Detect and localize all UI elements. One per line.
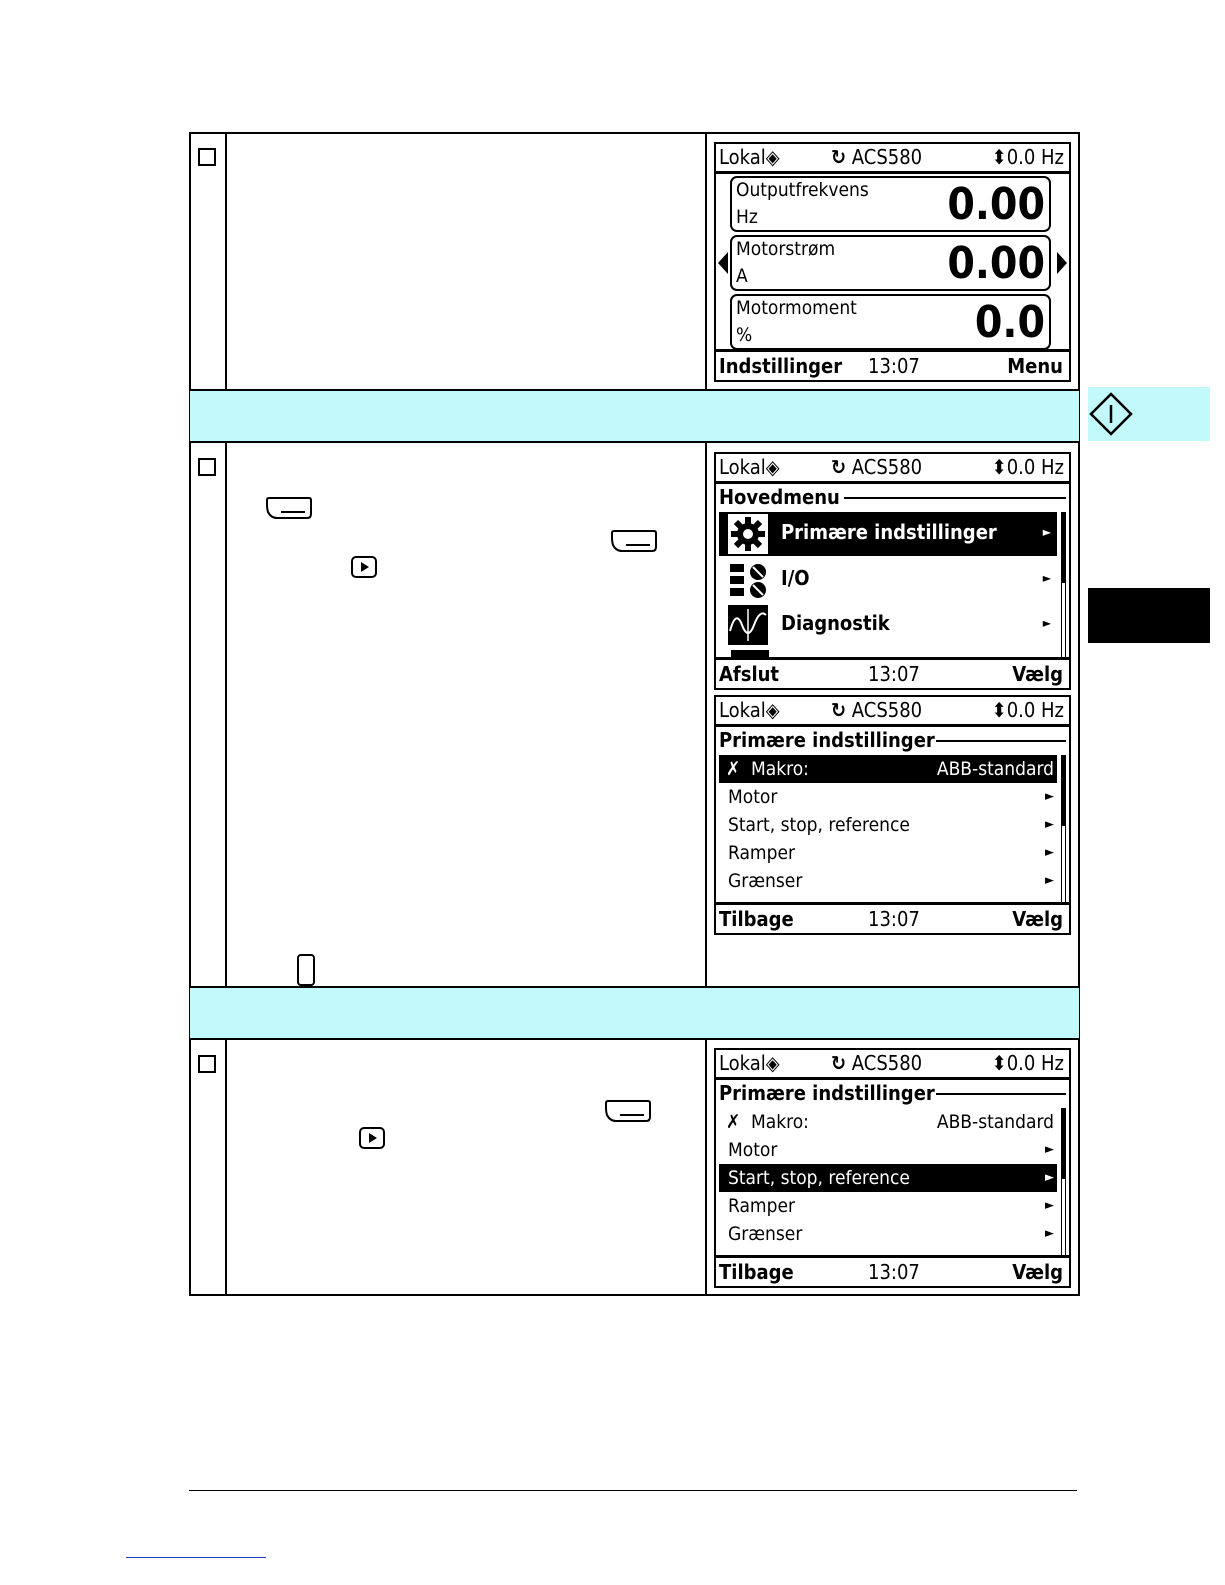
- panel-screen-primary-settings: [714, 695, 1071, 935]
- scrollbar[interactable]: [1061, 755, 1066, 905]
- signal-value: 0.00: [947, 238, 1045, 289]
- side-tab-section: [1088, 588, 1210, 643]
- table-divider: [225, 1039, 227, 1296]
- panel-screen-home: [714, 142, 1071, 382]
- submenu-arrow-icon: ►: [1042, 525, 1051, 539]
- menu-item-label: Start, stop, reference: [728, 814, 910, 836]
- softkey-bar: [716, 902, 1069, 933]
- submenu-arrow-icon: ►: [1045, 1226, 1054, 1241]
- table-divider: [189, 389, 1080, 391]
- control-location: Lokal◈: [719, 1051, 780, 1075]
- status-bar: [716, 454, 1069, 484]
- submenu-arrow-icon: ►: [1045, 1198, 1054, 1213]
- step-checkbox[interactable]: [198, 1055, 216, 1073]
- reference-value: ⬍0.0 Hz: [991, 145, 1064, 169]
- loc-diamond-icon: ◈: [765, 1051, 780, 1075]
- table-divider: [189, 986, 1080, 988]
- menu-item-label: Start, stop, reference: [728, 1167, 910, 1189]
- submenu-arrow-icon: ►: [1045, 845, 1054, 860]
- softkey-icon: [265, 496, 313, 520]
- title-rule: [844, 497, 1066, 499]
- rotation-icon: ↻: [831, 145, 847, 169]
- signal-value: 0.0: [974, 297, 1045, 348]
- submenu-arrow-icon: ►: [1042, 571, 1051, 585]
- reference-value: ⬍0.0 Hz: [991, 698, 1064, 722]
- scrollbar-thumb[interactable]: [1061, 513, 1066, 583]
- right-arrow-icon: [1056, 251, 1068, 275]
- left-softkey-label[interactable]: Tilbage: [719, 907, 794, 931]
- rotation-icon: ↻: [831, 455, 847, 479]
- menu-item-label: Ramper: [728, 1195, 795, 1217]
- softkey-bar: [716, 349, 1069, 380]
- scrollbar-thumb[interactable]: [1061, 756, 1066, 826]
- scrollbar[interactable]: [1061, 512, 1066, 660]
- menu-item-label: Motor: [728, 786, 778, 808]
- menu-item-macro[interactable]: [719, 755, 1057, 783]
- arrow-right-key-icon: [358, 1126, 386, 1150]
- loc-diamond-icon: ◈: [765, 455, 780, 479]
- softkey-bar: [716, 1255, 1069, 1286]
- menu-item-label: I/O: [781, 566, 810, 590]
- clock: 13:07: [868, 1260, 920, 1284]
- rotation-icon: ↻: [831, 698, 847, 722]
- table-divider: [189, 441, 1080, 443]
- submenu-arrow-icon: ►: [1045, 1170, 1054, 1185]
- section-band: [190, 390, 1079, 442]
- control-location: Lokal◈: [719, 455, 780, 479]
- softkey-bar: [716, 657, 1069, 688]
- submenu-arrow-icon: ►: [1045, 789, 1054, 804]
- device-name: ↻ ACS580: [831, 145, 923, 169]
- left-softkey-label[interactable]: Afslut: [719, 662, 780, 686]
- right-softkey-label[interactable]: Vælg: [1012, 662, 1063, 686]
- submenu-arrow-icon: ►: [1045, 1142, 1054, 1157]
- menu-item-primary-settings[interactable]: [719, 512, 1057, 556]
- gear-icon: [728, 514, 768, 554]
- rotation-icon: ↻: [831, 1051, 847, 1075]
- submenu-arrow-icon: ►: [1045, 873, 1054, 888]
- menu-item-label: Diagnostik: [781, 611, 890, 635]
- loc-diamond-icon: ◈: [765, 698, 780, 722]
- table-divider: [705, 442, 707, 987]
- panel-screen-primary-settings-2: [714, 1048, 1071, 1288]
- title-rule: [936, 1093, 1066, 1095]
- menu-item-label: Ramper: [728, 842, 795, 864]
- table-divider: [189, 1038, 1080, 1040]
- loc-diamond-icon: ◈: [765, 145, 780, 169]
- menu-item-macro[interactable]: [719, 1108, 1057, 1136]
- device-name: ↻ ACS580: [831, 1051, 923, 1075]
- menu-item-label: Motor: [728, 1139, 778, 1161]
- signal-unit: A: [736, 265, 748, 287]
- menu-item-label: Grænser: [728, 870, 803, 892]
- device-name: ↻ ACS580: [831, 455, 923, 479]
- io-icon: [728, 560, 768, 600]
- signal-name: Motormoment: [736, 297, 857, 319]
- signal-name: Outputfrekvens: [736, 179, 869, 201]
- arrow-right-key-icon: [350, 555, 378, 579]
- device-name: ↻ ACS580: [831, 698, 923, 722]
- wand-icon: ✗: [726, 758, 741, 780]
- signal-box: [730, 235, 1051, 291]
- signal-box: [730, 176, 1051, 232]
- clock: 13:07: [868, 907, 920, 931]
- updown-icon: ⬍: [991, 145, 1007, 169]
- menu-item-label: Primære indstillinger: [781, 520, 997, 544]
- right-softkey-label[interactable]: Menu: [1007, 354, 1063, 378]
- control-location: Lokal◈: [719, 698, 780, 722]
- signal-value: 0.00: [947, 179, 1045, 230]
- menu-item-value: ABB-standard: [936, 758, 1054, 780]
- menu-title: Primære indstillinger: [719, 728, 935, 752]
- start-icon: [1088, 391, 1134, 437]
- menu-item-ramps[interactable]: [719, 1192, 1057, 1220]
- menu-item-label: Makro:: [751, 758, 809, 780]
- submenu-arrow-icon: ►: [1042, 616, 1051, 630]
- panel-screen-main-menu: [714, 452, 1071, 690]
- menu-item-start-stop-reference[interactable]: [719, 811, 1057, 839]
- menu-title: Primære indstillinger: [719, 1081, 935, 1105]
- menu-item-limits[interactable]: [719, 867, 1057, 895]
- menu-item-value: ABB-standard: [936, 1111, 1054, 1133]
- menu-title: Hovedmenu: [719, 485, 840, 509]
- reference-value: ⬍0.0 Hz: [991, 1051, 1064, 1075]
- signal-unit: %: [736, 324, 753, 346]
- submenu-arrow-icon: ►: [1045, 817, 1054, 832]
- menu-item-motor[interactable]: [719, 1136, 1057, 1164]
- signal-box: [730, 294, 1051, 350]
- table-divider: [225, 132, 227, 390]
- menu-item-ramps[interactable]: [719, 839, 1057, 867]
- updown-icon: ⬍: [991, 1051, 1007, 1075]
- footer-link-underline: [126, 1557, 266, 1558]
- left-softkey-label[interactable]: Indstillinger: [719, 354, 843, 378]
- right-softkey-label[interactable]: Vælg: [1012, 907, 1063, 931]
- step-checkbox[interactable]: [198, 148, 216, 166]
- softkey-icon: [610, 529, 658, 553]
- clock: 13:07: [868, 662, 920, 686]
- control-location: Lokal◈: [719, 145, 780, 169]
- menu-item-io[interactable]: [719, 558, 1057, 602]
- footer-rule: [189, 1490, 1077, 1491]
- section-band: [190, 987, 1079, 1039]
- softkey-icon: [604, 1099, 652, 1123]
- menu-item-label: Makro:: [751, 1111, 809, 1133]
- menu-item-label: Grænser: [728, 1223, 803, 1245]
- menu-item-diagnostics[interactable]: [719, 603, 1057, 647]
- table-divider: [705, 132, 707, 390]
- clock: 13:07: [868, 354, 920, 378]
- status-bar: [716, 144, 1069, 174]
- signal-name: Motorstrøm: [736, 238, 836, 260]
- menu-item-start-stop-reference[interactable]: [719, 1164, 1057, 1192]
- signal-unit: Hz: [736, 206, 758, 228]
- table-divider: [225, 442, 227, 987]
- step-checkbox[interactable]: [198, 458, 216, 476]
- scrollbar[interactable]: [1061, 1108, 1066, 1258]
- menu-item-motor[interactable]: [719, 783, 1057, 811]
- title-rule: [936, 740, 1066, 742]
- table-divider: [705, 1039, 707, 1296]
- menu-item-limits[interactable]: [719, 1220, 1057, 1248]
- reference-value: ⬍0.0 Hz: [991, 455, 1064, 479]
- wand-icon: ✗: [726, 1111, 741, 1133]
- left-softkey-label[interactable]: Tilbage: [719, 1260, 794, 1284]
- right-softkey-label[interactable]: Vælg: [1012, 1260, 1063, 1284]
- left-arrow-icon: [717, 251, 729, 275]
- updown-icon: ⬍: [991, 698, 1007, 722]
- status-bar: [716, 1050, 1069, 1080]
- status-bar: [716, 697, 1069, 727]
- scrollbar-thumb[interactable]: [1061, 1109, 1066, 1179]
- updown-icon: ⬍: [991, 455, 1007, 479]
- side-tab-start: [1088, 387, 1210, 441]
- key-outline-icon: [296, 953, 316, 987]
- wave-icon: [728, 605, 768, 645]
